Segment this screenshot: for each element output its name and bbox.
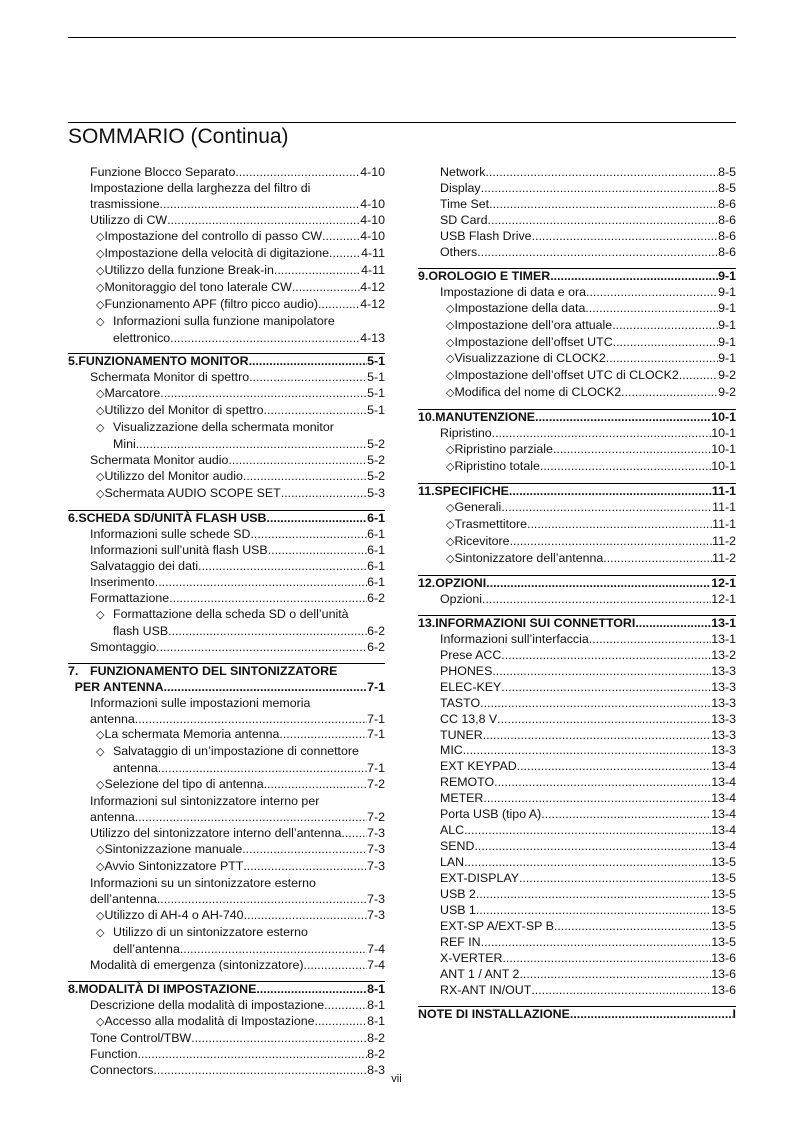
section-10 — [418, 409, 736, 476]
diamond-bullet-icon: ◇ — [446, 336, 455, 349]
section-12 — [418, 575, 736, 608]
toc-subentry[interactable]: ◇ Ricevitore ..... 11-2 — [418, 534, 736, 551]
section-heading[interactable]: 8. MODALITÀ DI IMPOSTAZIONE ..... 8-1 — [68, 982, 385, 998]
page-number: vii — [391, 1073, 402, 1085]
toc-entry-line: Impostazione della larghezza del filtro di — [90, 180, 311, 195]
toc-entry[interactable]: Prese ACC ..... 13-2 — [418, 648, 736, 664]
toc-entry[interactable]: Informazioni sull’unità flash USB ..... 6-1 — [68, 543, 385, 559]
toc-entry[interactable]: Informazioni sulle schede SD ..... 6-1 — [68, 527, 385, 543]
section-heading[interactable]: 9. OROLOGIO E TIMER ..... 9-1 — [418, 269, 736, 285]
diamond-bullet-icon: ◇ — [96, 298, 105, 311]
toc-entry[interactable]: EXT KEYPAD ..... 13-4 — [418, 759, 736, 775]
section-heading-line: 7. FUNZIONAMENTO DEL SINTONIZZATORE — [68, 663, 338, 678]
toc-subentry[interactable]: ◇ Utilizzo del Monitor audio ..... 5-2 — [68, 469, 385, 486]
toc-entry[interactable]: Tone Control/TBW ..... 8-2 — [68, 1031, 385, 1047]
section-8 — [68, 981, 385, 1079]
diamond-bullet-icon: ◇ — [96, 926, 105, 939]
diamond-bullet-icon: ◇ — [96, 608, 105, 621]
toc-subentry[interactable]: ◇ Marcatore ..... 5-1 — [68, 386, 385, 403]
toc-subentry[interactable]: ◇ Ripristino parziale ..... 10-1 — [418, 442, 736, 459]
toc-entry[interactable]: Informazioni sull’interfaccia ..... 13-1 — [418, 632, 736, 648]
toc-subentry[interactable]: ◇ Sintonizzazione manuale ..... 7-3 — [68, 842, 385, 859]
diamond-bullet-icon: ◇ — [446, 536, 455, 549]
section-9 — [418, 268, 736, 403]
toc-subentry[interactable]: ◇ Trasmettitore ..... 11-1 — [418, 517, 736, 534]
toc-entry[interactable]: CC 13,8 V ..... 13-3 — [418, 712, 736, 728]
toc-entry[interactable]: PHONES ..... 13-3 — [418, 664, 736, 680]
toc-entry[interactable]: MIC ..... 13-3 — [418, 743, 736, 759]
diamond-bullet-icon: ◇ — [446, 444, 455, 457]
diamond-bullet-icon: ◇ — [96, 422, 105, 435]
toc-entry[interactable]: RX-ANT IN/OUT ..... 13-6 — [418, 983, 736, 999]
toc-subentry[interactable]: ◇ Utilizzo di AH-4 o AH-740 ..... 7-3 — [68, 908, 385, 925]
section-heading[interactable]: 6. SCHEDA SD/UNITÀ FLASH USB ..... 6-1 — [68, 511, 385, 527]
diamond-bullet-icon: ◇ — [96, 861, 105, 874]
toc-entry[interactable]: Formattazione ..... 6-2 — [68, 591, 385, 607]
toc-entry[interactable]: Function ..... 8-2 — [68, 1047, 385, 1063]
diamond-bullet-icon: ◇ — [446, 353, 455, 366]
page-title: SOMMARIO (Continua) — [68, 122, 736, 150]
toc-entry[interactable]: Utilizzo di CW ..... 4-10 — [68, 213, 385, 229]
section-heading[interactable]: PER ANTENNA ..... 7-1 — [68, 680, 385, 696]
toc-entry[interactable]: REMOTO ..... 13-4 — [418, 775, 736, 791]
toc-subentry[interactable]: ◇ Impostazione della velocità di digitazione ..... 4-11 — [68, 246, 385, 263]
toc-subentry[interactable]: ◇ Selezione del tipo di antenna ..... 7-2 — [68, 777, 385, 794]
section-heading[interactable]: 10. MANUTENZIONE ..... 10-1 — [418, 410, 736, 426]
diamond-bullet-icon: ◇ — [96, 746, 105, 759]
toc-subentry-line: ◇ Formattazione della scheda SD o dell’unità — [68, 607, 385, 624]
toc-entry[interactable]: trasmissione ..... 4-10 — [68, 197, 385, 213]
toc-subentry-line: ◇ Utilizzo di un sintonizzatore esterno — [68, 925, 385, 942]
diamond-bullet-icon: ◇ — [446, 461, 455, 474]
diamond-bullet-icon: ◇ — [446, 519, 455, 532]
toc-subentry[interactable]: ◇ Sintonizzatore dell’antenna ..... 11-2 — [418, 551, 736, 568]
toc-subentry[interactable]: ◇ Accesso alla modalità di Impostazione ..... 8-1 — [68, 1014, 385, 1031]
diamond-bullet-icon: ◇ — [96, 729, 105, 742]
toc-left-column — [68, 165, 385, 1078]
diamond-bullet-icon: ◇ — [96, 230, 105, 243]
section-heading[interactable]: NOTE DI INSTALLAZIONE ..... I — [418, 1007, 736, 1023]
toc-entry[interactable]: SEND ..... 13-4 — [418, 839, 736, 855]
toc-entry[interactable]: Inserimento ..... 6-1 — [68, 575, 385, 591]
diamond-bullet-icon: ◇ — [96, 1015, 105, 1028]
diamond-bullet-icon: ◇ — [96, 844, 105, 857]
toc-subentry[interactable]: ◇ Generali ..... 11-1 — [418, 500, 736, 517]
toc-entry[interactable]: SD Card ..... 8-6 — [418, 213, 736, 229]
toc-entry[interactable]: dell’antenna ..... 7-3 — [68, 892, 385, 908]
toc-entry[interactable]: Ripristino ..... 10-1 — [418, 426, 736, 442]
toc-subentry[interactable]: ◇ Funzionamento APF (filtro picco audio) ..... 4-12 — [68, 297, 385, 314]
section-notes — [418, 1006, 736, 1023]
toc-subentry-line: ◇ Visualizzazione della schermata monitor — [68, 420, 385, 437]
toc-entry[interactable]: Impostazione di data e ora ..... 9-1 — [418, 285, 736, 301]
section-heading[interactable]: 11. SPECIFICHE ..... 11-1 — [418, 484, 736, 500]
toc-subentry[interactable]: ◇ Schermata AUDIO SCOPE SET ..... 5-3 — [68, 486, 385, 503]
toc-entry[interactable]: LAN ..... 13-5 — [418, 855, 736, 871]
section-5 — [68, 353, 385, 503]
toc-subentry[interactable]: ◇ Ripristino totale ..... 10-1 — [418, 459, 736, 476]
toc-entry[interactable]: Time Set ..... 8-6 — [418, 197, 736, 213]
diamond-bullet-icon: ◇ — [96, 247, 105, 260]
toc-subentry[interactable]: dell’antenna ..... 7-4 — [68, 942, 385, 958]
toc-entry[interactable]: Descrizione della modalità di impostazione ..... 8-1 — [68, 998, 385, 1014]
toc-entry[interactable]: Display ..... 8-5 — [418, 181, 736, 197]
toc-entry[interactable]: EXT-SP A/EXT-SP B ..... 13-5 — [418, 919, 736, 935]
toc-entry[interactable]: METER ..... 13-4 — [418, 791, 736, 807]
toc-subentry[interactable]: antenna ..... 7-1 — [68, 761, 385, 777]
toc-entry[interactable]: USB Flash Drive ..... 8-6 — [418, 229, 736, 245]
diamond-bullet-icon: ◇ — [446, 502, 455, 515]
toc-entry-line: Informazioni su un sintonizzatore esterno — [90, 876, 316, 891]
section-heading[interactable]: 5. FUNZIONAMENTO MONITOR ..... 5-1 — [68, 354, 385, 370]
section-6 — [68, 510, 385, 656]
diamond-bullet-icon: ◇ — [96, 471, 105, 484]
diamond-bullet-icon: ◇ — [96, 488, 105, 501]
toc-subentry[interactable]: ◇ Visualizzazione di CLOCK2 ..... 9-1 — [418, 351, 736, 368]
toc-entry[interactable]: antenna ..... 7-1 — [68, 712, 385, 728]
toc-entry[interactable]: REF IN ..... 13-5 — [418, 935, 736, 951]
toc-subentry[interactable]: ◇ Utilizzo del Monitor di spettro ..... 5-1 — [68, 403, 385, 420]
diamond-bullet-icon: ◇ — [446, 387, 455, 400]
diamond-bullet-icon: ◇ — [446, 319, 455, 332]
diamond-bullet-icon: ◇ — [96, 264, 105, 277]
toc-subentry[interactable]: ◇ Impostazione dell’offset UTC ..... 9-1 — [418, 335, 736, 352]
diamond-bullet-icon: ◇ — [96, 315, 105, 328]
toc-entry[interactable]: TASTO ..... 13-3 — [418, 696, 736, 712]
toc-entry[interactable]: Schermata Monitor di spettro ..... 5-1 — [68, 370, 385, 386]
toc-entry[interactable]: USB 2 ..... 13-5 — [418, 887, 736, 903]
toc-subentry[interactable]: ◇ Impostazione dell’ora attuale ..... 9-1 — [418, 318, 736, 335]
diamond-bullet-icon: ◇ — [446, 302, 455, 315]
toc-entry[interactable]: X-VERTER ..... 13-6 — [418, 951, 736, 967]
toc-entry[interactable]: Utilizzo del sintonizzatore interno dell’antenna ..... 7-3 — [68, 826, 385, 842]
section-7 — [68, 663, 385, 974]
toc-subentry[interactable]: ◇ Monitoraggio del tono laterale CW ..... 4-12 — [68, 280, 385, 297]
diamond-bullet-icon: ◇ — [96, 388, 105, 401]
toc-entry[interactable]: Network ..... 8-5 — [418, 165, 736, 181]
toc-entry[interactable]: Others ..... 8-6 — [418, 245, 736, 261]
toc-subentry[interactable]: ◇ Utilizzo della funzione Break-in ..... 4-11 — [68, 263, 385, 280]
toc-entry[interactable]: ELEC-KEY ..... 13-3 — [418, 680, 736, 696]
toc-right-column — [418, 165, 736, 1023]
toc-subentry[interactable]: elettronico ..... 4-13 — [68, 331, 385, 347]
toc-subentry[interactable]: ◇ Modifica del nome di CLOCK2 ..... 9-2 — [418, 385, 736, 402]
toc-subentry-line: ◇ Informazioni sulla funzione manipolatore — [68, 314, 385, 331]
toc-entry[interactable]: Opzioni ..... 12-1 — [418, 592, 736, 608]
toc-entry[interactable]: USB 1 ..... 13-5 — [418, 903, 736, 919]
toc-subentry[interactable]: ◇ Impostazione della data ..... 9-1 — [418, 301, 736, 318]
toc-entry[interactable]: Porta USB (tipo A) ..... 13-4 — [418, 807, 736, 823]
toc-entry[interactable]: Funzione Blocco Separato ..... 4-10 — [68, 165, 385, 181]
toc-subentry[interactable]: ◇ Impostazione del controllo di passo CW ..... 4-10 — [68, 229, 385, 246]
diamond-bullet-icon: ◇ — [446, 370, 455, 383]
top-rule — [68, 37, 736, 38]
diamond-bullet-icon: ◇ — [96, 779, 105, 792]
diamond-bullet-icon: ◇ — [96, 281, 105, 294]
toc-subentry[interactable]: ◇ Impostazione dell’offset UTC di CLOCK2 ..... 9-2 — [418, 368, 736, 385]
toc-entry[interactable]: Smontaggio ..... 6-2 — [68, 640, 385, 656]
diamond-bullet-icon: ◇ — [96, 909, 105, 922]
toc-subentry[interactable]: ◇ La schermata Memoria antenna ..... 7-1 — [68, 727, 385, 744]
section-13 — [418, 615, 736, 999]
toc-subentry[interactable]: flash USB ..... 6-2 — [68, 624, 385, 640]
toc-entry[interactable]: antenna ..... 7-2 — [68, 810, 385, 826]
section-11 — [418, 483, 736, 568]
section-heading[interactable]: 13. INFORMAZIONI SUI CONNETTORI ..... 13-1 — [418, 616, 736, 632]
toc-entry[interactable]: ALC ..... 13-4 — [418, 823, 736, 839]
diamond-bullet-icon: ◇ — [446, 552, 455, 565]
toc-entry[interactable]: TUNER ..... 13-3 — [418, 728, 736, 744]
toc-entry[interactable]: EXT-DISPLAY ..... 13-5 — [418, 871, 736, 887]
toc-entry-line: Informazioni sulle impostazioni memoria — [90, 695, 311, 710]
toc-subentry[interactable]: Mini ..... 5-2 — [68, 437, 385, 453]
toc-entry[interactable]: Connectors ..... 8-3 — [68, 1063, 385, 1079]
toc-subentry[interactable]: ◇ Avvio Sintonizzatore PTT ..... 7-3 — [68, 859, 385, 876]
toc-entry-line: Informazioni sul sintonizzatore interno per — [90, 794, 320, 809]
toc-entry[interactable]: Schermata Monitor audio ..... 5-2 — [68, 453, 385, 469]
toc-entry[interactable]: Salvataggio dei dati ..... 6-1 — [68, 559, 385, 575]
section-heading[interactable]: 12. OPZIONI ..... 12-1 — [418, 576, 736, 592]
diamond-bullet-icon: ◇ — [96, 405, 105, 418]
toc-entry[interactable]: Modalità di emergenza (sintonizzatore) ..... 7-4 — [68, 958, 385, 974]
toc-subentry-line: ◇ Salvataggio di un’impostazione di connettore — [68, 744, 385, 761]
toc-entry[interactable]: ANT 1 / ANT 2 ..... 13-6 — [418, 967, 736, 983]
